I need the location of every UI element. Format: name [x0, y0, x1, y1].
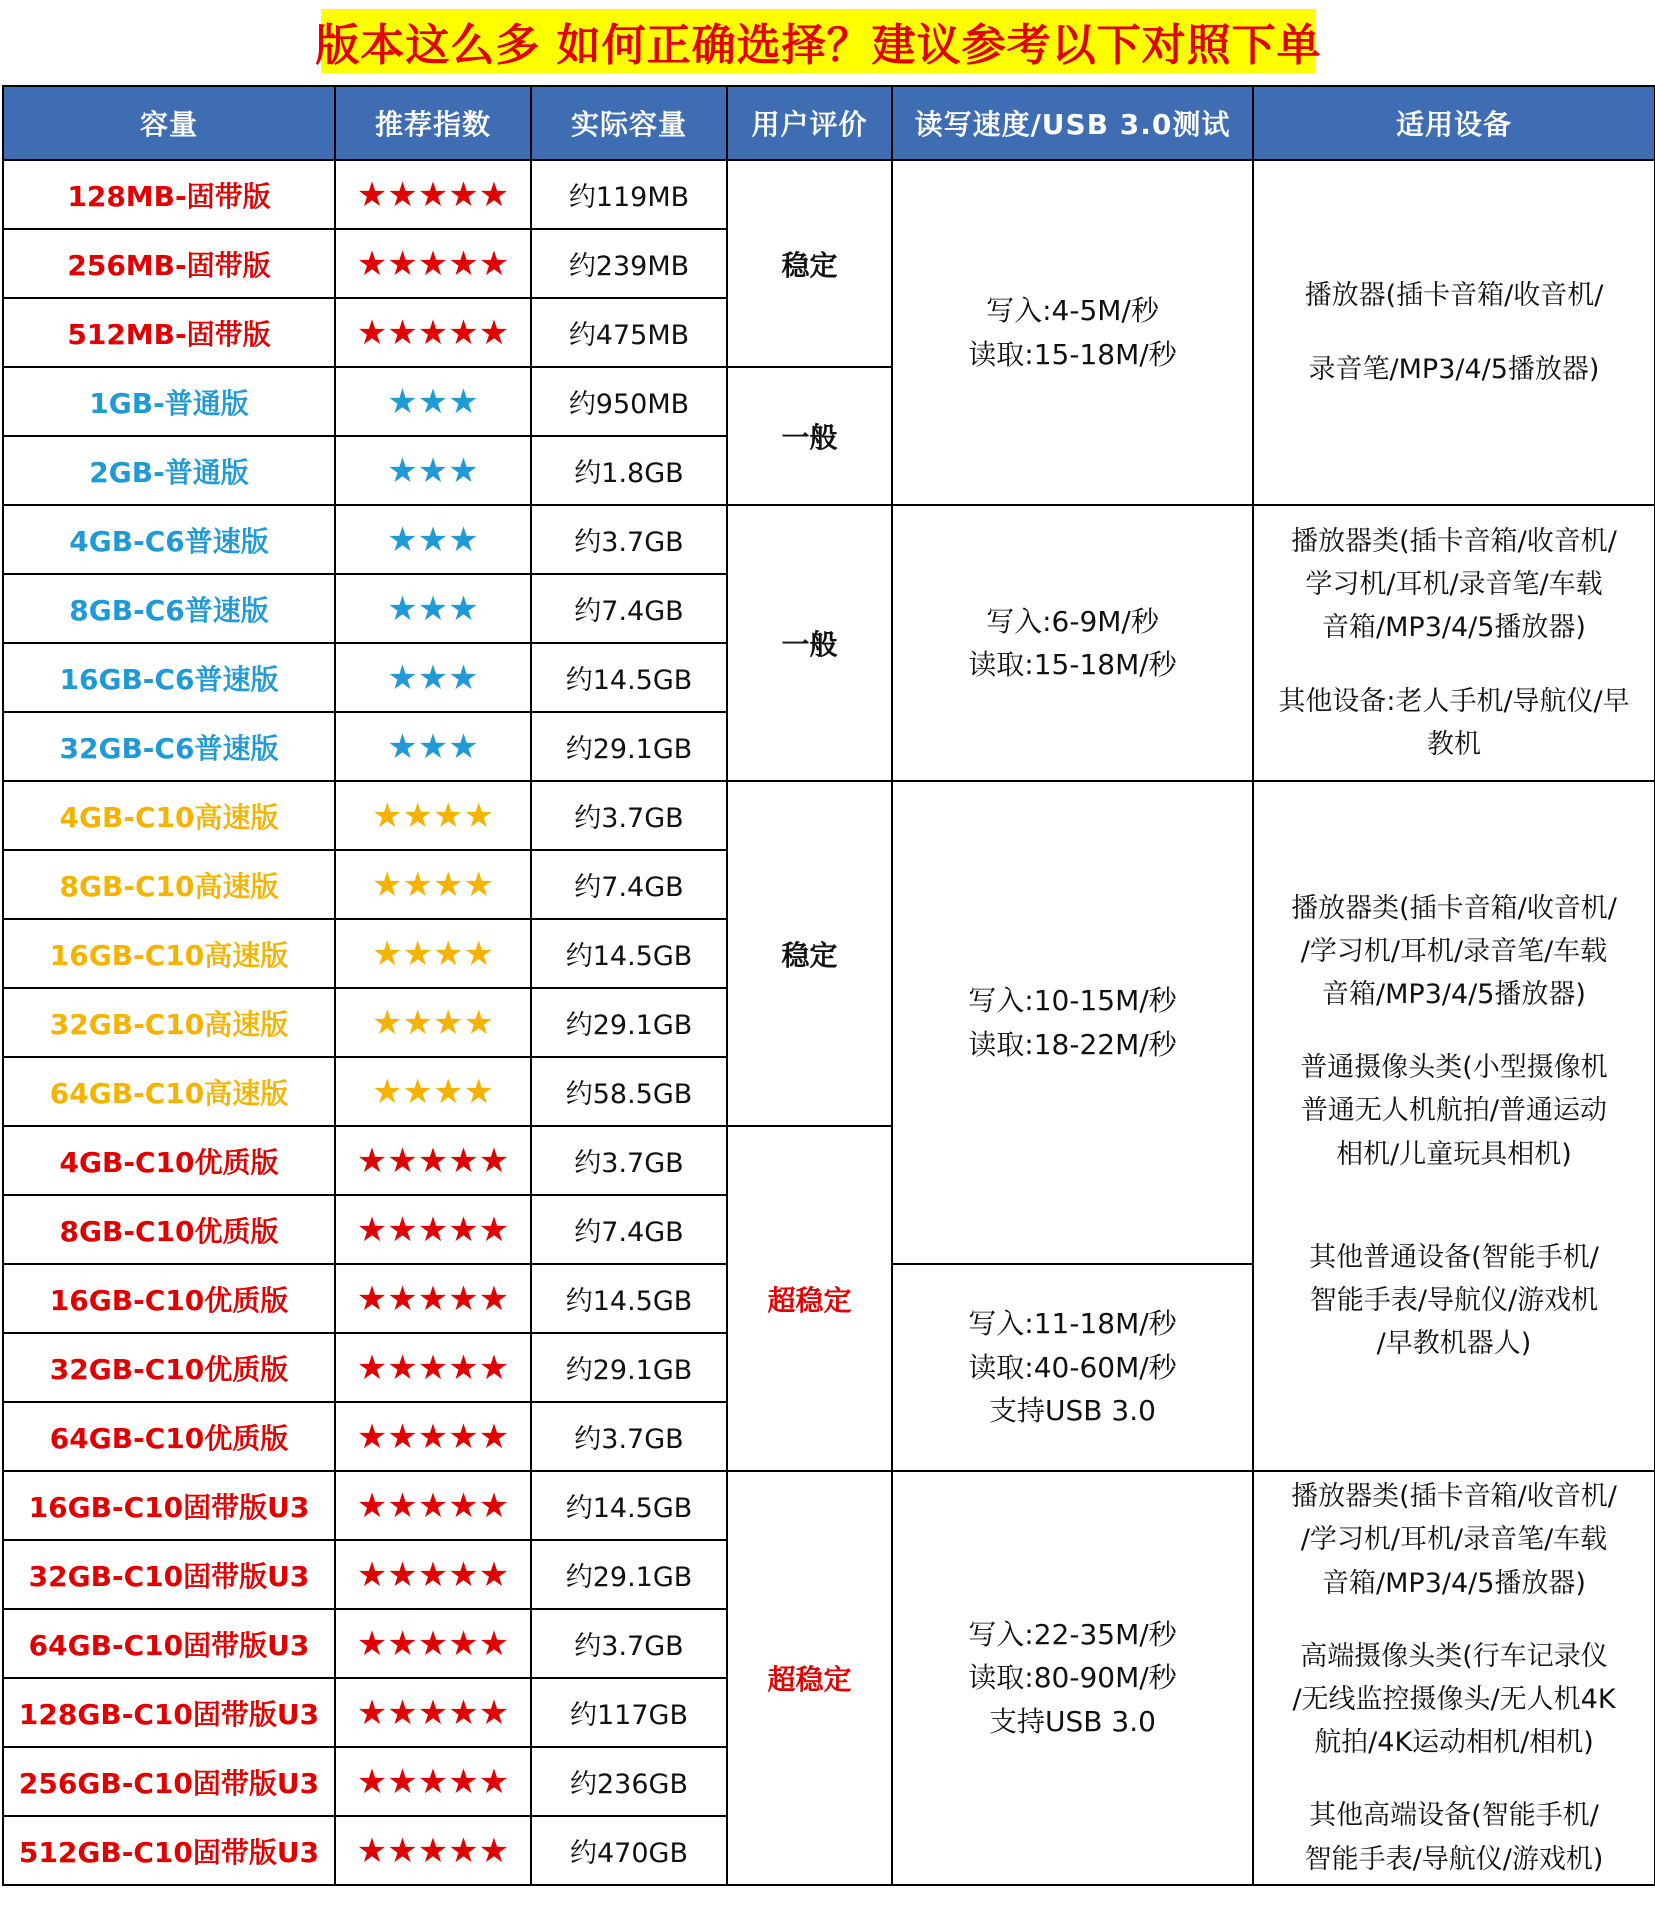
- speed-cell: [892, 505, 1253, 781]
- sd-card-spec-table: [2, 85, 1655, 1886]
- capacity-cell: 32GB-C6普速版: [3, 712, 335, 781]
- capacity-cell: 8GB-C10优质版: [3, 1195, 335, 1264]
- actual-capacity-cell: 约14.5GB: [531, 1471, 727, 1540]
- devices-line: 音箱/MP3/4/5播放器): [1322, 1567, 1586, 1599]
- actual-capacity-cell: 约7.4GB: [531, 850, 727, 919]
- capacity-cell: 64GB-C10高速版: [3, 1057, 335, 1126]
- devices-gap: [1254, 1605, 1654, 1635]
- capacity-cell: 32GB-C10固带版U3: [3, 1540, 335, 1609]
- recommend-stars: ★★★★★: [335, 1609, 531, 1678]
- capacity-cell: 8GB-C6普速版: [3, 574, 335, 643]
- devices-line: 航拍/4K运动相机/相机): [1314, 1727, 1594, 1759]
- table-body: [3, 160, 1655, 1885]
- actual-capacity-cell: 约14.5GB: [531, 919, 727, 988]
- capacity-cell: 64GB-C10优质版: [3, 1402, 335, 1471]
- actual-capacity-cell: 约1.8GB: [531, 436, 727, 505]
- table-row: [3, 1471, 1655, 1540]
- actual-capacity-cell: 约475MB: [531, 298, 727, 367]
- speed-line: 读取:40-60M/秒: [968, 1350, 1177, 1384]
- devices-line: 播放器类(插卡音箱/收音机/: [1291, 526, 1617, 558]
- recommend-stars: ★★★★: [335, 988, 531, 1057]
- actual-capacity-cell: 约3.7GB: [531, 505, 727, 574]
- actual-capacity-cell: 约3.7GB: [531, 781, 727, 850]
- actual-capacity-cell: 约3.7GB: [531, 1609, 727, 1678]
- capacity-cell: 16GB-C6普速版: [3, 643, 335, 712]
- page-title: 版本这么多 如何正确选择？建议参考以下对照下单: [315, 20, 1322, 71]
- capacity-cell: 2GB-普通版: [3, 436, 335, 505]
- user-rating-cell: 稳定: [727, 781, 892, 1126]
- actual-capacity-cell: 约29.1GB: [531, 712, 727, 781]
- devices-line: 其他设备:老人手机/导航仪/早: [1278, 685, 1630, 717]
- capacity-cell: 512MB-固带版: [3, 298, 335, 367]
- recommend-stars: ★★★★: [335, 1057, 531, 1126]
- recommend-stars: ★★★★★: [335, 160, 531, 229]
- speed-cell: [892, 160, 1253, 505]
- capacity-cell: 128MB-固带版: [3, 160, 335, 229]
- capacity-cell: 16GB-C10优质版: [3, 1264, 335, 1333]
- actual-capacity-cell: 约29.1GB: [531, 1540, 727, 1609]
- header-read-write-speed: 读写速度/USB 3.0测试: [892, 86, 1253, 160]
- devices-line: 学习机/耳机/录音笔/车载: [1305, 569, 1603, 601]
- speed-line: 读取:18-22M/秒: [968, 1027, 1177, 1061]
- actual-capacity-cell: 约14.5GB: [531, 643, 727, 712]
- devices-line: 教机: [1427, 728, 1481, 760]
- recommend-stars: ★★★★★: [335, 298, 531, 367]
- capacity-cell: 256GB-C10固带版U3: [3, 1747, 335, 1816]
- header-recommend-index: 推荐指数: [335, 86, 531, 160]
- devices-gap: [1254, 1176, 1654, 1206]
- speed-cell: [892, 781, 1253, 1264]
- devices-line: 高端摄像头类(行车记录仪: [1300, 1640, 1608, 1672]
- speed-line: 读取:15-18M/秒: [968, 337, 1177, 371]
- devices-line: 其他普通设备(智能手机/: [1309, 1241, 1599, 1273]
- recommend-stars: ★★★: [335, 505, 531, 574]
- recommend-stars: ★★★★: [335, 850, 531, 919]
- user-rating-cell: 稳定: [727, 160, 892, 367]
- recommend-stars: ★★★: [335, 712, 531, 781]
- recommend-stars: ★★★★★: [335, 1678, 531, 1747]
- table-row: [3, 781, 1655, 850]
- capacity-cell: 4GB-C10优质版: [3, 1126, 335, 1195]
- recommend-stars: ★★★: [335, 436, 531, 505]
- devices-line: 普通摄像头类(小型摄像机: [1300, 1052, 1608, 1084]
- devices-line: 智能手表/导航仪/游戏机: [1309, 1284, 1599, 1316]
- actual-capacity-cell: 约236GB: [531, 1747, 727, 1816]
- speed-line: 读取:15-18M/秒: [968, 648, 1177, 681]
- recommend-stars: ★★★★★: [335, 1471, 531, 1540]
- devices-line: /学习机/耳机/录音笔/车载: [1300, 1524, 1608, 1556]
- recommend-stars: ★★★★★: [335, 1264, 531, 1333]
- table-row: [3, 160, 1655, 229]
- capacity-cell: 32GB-C10高速版: [3, 988, 335, 1057]
- actual-capacity-cell: 约3.7GB: [531, 1402, 727, 1471]
- devices-line: 其他高端设备(智能手机/: [1309, 1800, 1599, 1832]
- recommend-stars: ★★★★★: [335, 1540, 531, 1609]
- actual-capacity-cell: 约239MB: [531, 229, 727, 298]
- devices-line: 音箱/MP3/4/5播放器): [1322, 979, 1586, 1011]
- recommend-stars: ★★★: [335, 367, 531, 436]
- speed-line: 支持USB 3.0: [989, 1704, 1156, 1738]
- recommend-stars: ★★★★★: [335, 1126, 531, 1195]
- capacity-cell: 16GB-C10固带版U3: [3, 1471, 335, 1540]
- capacity-cell: 32GB-C10优质版: [3, 1333, 335, 1402]
- devices-line: 播放器(插卡音箱/收音机/: [1304, 280, 1604, 312]
- devices-line: 播放器类(插卡音箱/收音机/: [1291, 1481, 1617, 1513]
- capacity-cell: 8GB-C10高速版: [3, 850, 335, 919]
- recommend-stars: ★★★: [335, 643, 531, 712]
- actual-capacity-cell: 约3.7GB: [531, 1126, 727, 1195]
- speed-line: 写入:22-35M/秒: [968, 1617, 1177, 1651]
- speed-line: 写入:4-5M/秒: [986, 294, 1159, 328]
- recommend-stars: ★★★★★: [335, 1747, 531, 1816]
- header-actual-capacity: 实际容量: [531, 86, 727, 160]
- actual-capacity-cell: 约119MB: [531, 160, 727, 229]
- speed-line: 支持USB 3.0: [989, 1394, 1156, 1428]
- devices-cell: [1253, 160, 1655, 505]
- speed-line: 写入:6-9M/秒: [986, 604, 1159, 638]
- user-rating-cell: 超稳定: [727, 1471, 892, 1885]
- capacity-cell: 512GB-C10固带版U3: [3, 1816, 335, 1885]
- speed-line: 写入:11-18M/秒: [968, 1307, 1177, 1341]
- devices-line: 普通无人机航拍/普通运动: [1300, 1095, 1608, 1127]
- recommend-stars: ★★★★: [335, 919, 531, 988]
- actual-capacity-cell: 约58.5GB: [531, 1057, 727, 1126]
- table-header-row: [3, 86, 1655, 160]
- capacity-cell: 1GB-普通版: [3, 367, 335, 436]
- speed-line: 写入:10-15M/秒: [968, 984, 1177, 1018]
- header-user-rating: 用户评价: [727, 86, 892, 160]
- user-rating-cell: 一般: [727, 367, 892, 505]
- user-rating-cell: 一般: [727, 505, 892, 781]
- capacity-cell: 4GB-C10高速版: [3, 781, 335, 850]
- recommend-stars: ★★★★★: [335, 1816, 531, 1885]
- actual-capacity-cell: 约7.4GB: [531, 1195, 727, 1264]
- header-applicable-devices: 适用设备: [1253, 86, 1655, 160]
- actual-capacity-cell: 约7.4GB: [531, 574, 727, 643]
- devices-line: 智能手表/导航仪/游戏机): [1304, 1843, 1604, 1875]
- devices-line: 录音笔/MP3/4/5播放器): [1308, 353, 1600, 385]
- devices-gap: [1254, 1206, 1654, 1236]
- devices-gap: [1254, 1764, 1654, 1794]
- recommend-stars: ★★★★★: [335, 1402, 531, 1471]
- user-rating-cell: 超稳定: [727, 1126, 892, 1471]
- actual-capacity-cell: 约14.5GB: [531, 1264, 727, 1333]
- actual-capacity-cell: 约470GB: [531, 1816, 727, 1885]
- page-title-banner: [315, 9, 1322, 73]
- table-row: [3, 505, 1655, 574]
- actual-capacity-cell: 约29.1GB: [531, 1333, 727, 1402]
- capacity-cell: 4GB-C6普速版: [3, 505, 335, 574]
- devices-cell: [1253, 1471, 1655, 1885]
- recommend-stars: ★★★★★: [335, 1195, 531, 1264]
- actual-capacity-cell: 约29.1GB: [531, 988, 727, 1057]
- devices-cell: [1253, 505, 1655, 781]
- capacity-cell: 16GB-C10高速版: [3, 919, 335, 988]
- devices-gap: [1254, 1016, 1654, 1046]
- devices-line: /学习机/耳机/录音笔/车载: [1300, 935, 1608, 967]
- devices-cell: [1253, 781, 1655, 1471]
- devices-gap: [1254, 318, 1654, 348]
- actual-capacity-cell: 约950MB: [531, 367, 727, 436]
- devices-line: 相机/儿童玩具相机): [1336, 1138, 1572, 1170]
- capacity-cell: 128GB-C10固带版U3: [3, 1678, 335, 1747]
- recommend-stars: ★★★: [335, 574, 531, 643]
- recommend-stars: ★★★★★: [335, 1333, 531, 1402]
- devices-line: 播放器类(插卡音箱/收音机/: [1291, 892, 1617, 924]
- speed-cell: [892, 1264, 1253, 1471]
- capacity-cell: 256MB-固带版: [3, 229, 335, 298]
- devices-line: 音箱/MP3/4/5播放器): [1322, 612, 1586, 644]
- devices-gap: [1254, 650, 1654, 680]
- actual-capacity-cell: 约117GB: [531, 1678, 727, 1747]
- speed-cell: [892, 1471, 1253, 1885]
- recommend-stars: ★★★★: [335, 781, 531, 850]
- header-capacity: 容量: [3, 86, 335, 160]
- speed-line: 读取:80-90M/秒: [968, 1661, 1177, 1695]
- capacity-cell: 64GB-C10固带版U3: [3, 1609, 335, 1678]
- devices-line: /无线监控摄像头/无人机4K: [1292, 1684, 1616, 1715]
- devices-line: /早教机器人): [1376, 1328, 1532, 1360]
- recommend-stars: ★★★★★: [335, 229, 531, 298]
